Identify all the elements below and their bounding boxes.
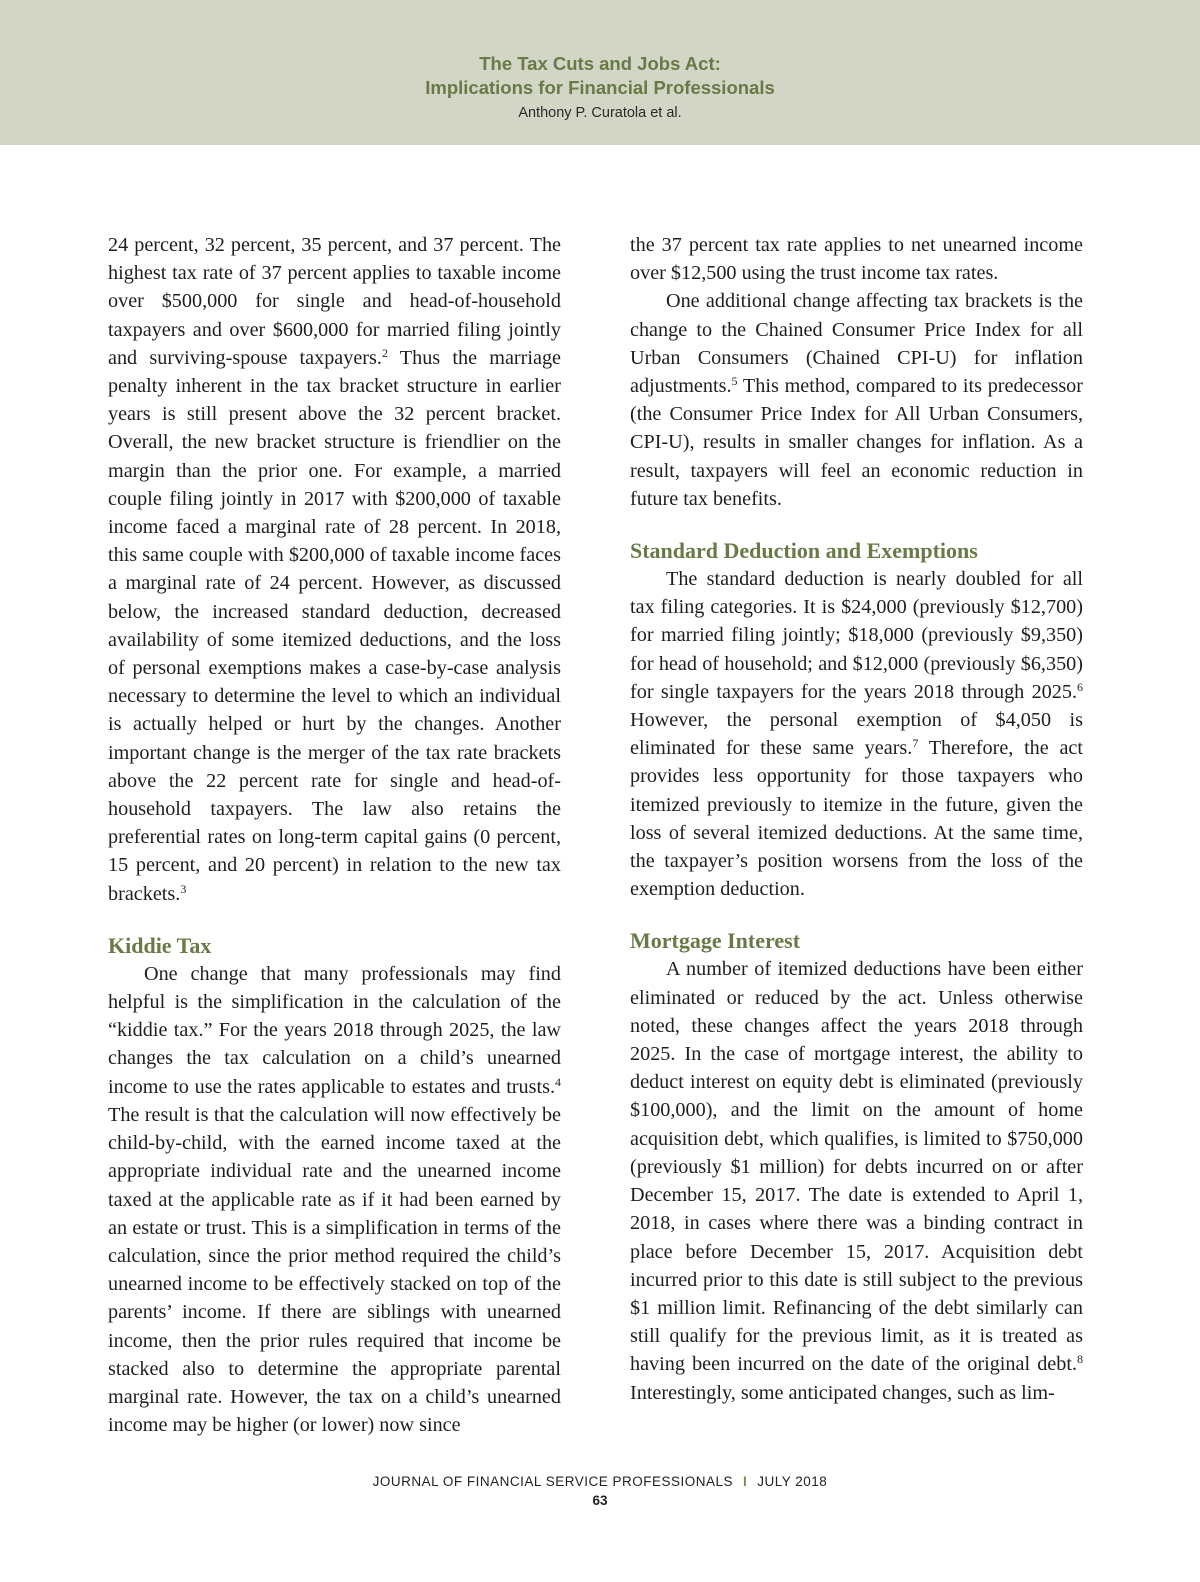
journal-name: JOURNAL OF FINANCIAL SERVICE PROFESSIONALS xyxy=(372,1474,733,1489)
page-footer xyxy=(0,1474,1200,1508)
article-author: Anthony P. Curatola et al. xyxy=(518,105,682,121)
article-title-line-2: Implications for Financial Professionals xyxy=(425,77,775,98)
footnote-ref[interactable]: 3 xyxy=(180,881,187,896)
paragraph-trust-rate: the 37 percent tax rate applies to net unearned income over $12,500 using the trust income tax rates. xyxy=(630,234,1083,285)
section-heading-mortgage-interest: Mortgage Interest xyxy=(630,928,801,954)
paragraph-mortgage-interest: A number of itemized deductions have been either eliminated or reduced by the act. Unless otherwise noted, these changes affect the years 2018 through 2025. In the case of mortgage interest, the ability to deduct interest on equity debt is eliminated (previously $100,000), and the limit on the amount of home acquisition debt, which qualifies, is limited to $750,000 (previously $1 million) for debts incurred on or after December 15, 2017. The date is extended to April 1, 2018, in cases where there was a binding contract in place before December 15, 2017. Acquisition debt incurred prior to this date is still subject to the previous $1 million limit. Refinancing of the debt similarly can still qualify for the previous limit, as it is treated as having been incurred on the date of the original debt.$^8$ Interestingly, some anticipated changes, such as lim- xyxy=(630,958,1083,1404)
section-heading-kiddie-tax: Kiddie Tax xyxy=(108,932,212,958)
footnote-ref[interactable]: 7 xyxy=(912,736,919,751)
paragraph-standard-deduction: The standard deduction is nearly doubled for all tax filing categories. It is $24,000 (previously $12,700) for married filing jointly; $18,000 (previously $9,350) for head of household; and $12,000 (previously $6,350) for single taxpayers for the years 2018 through 2025.$^6$ However, the personal exemption of $4,050 is eliminated for these same years.$^7$ Therefore, the act provides less opportunity for those taxpayers who itemized previously to itemize in the future, given the loss of several itemized deductions. At the same time, the taxpayer’s position worsens from the loss of the exemption deduction. xyxy=(630,568,1083,901)
issue-date: JULY 2018 xyxy=(757,1474,828,1489)
left-column xyxy=(108,231,561,1439)
footnote-ref[interactable]: 5 xyxy=(731,374,738,389)
running-header xyxy=(0,0,1200,145)
paragraph-kiddie-tax: One change that many professionals may find helpful is the simplification in the calculation of the “kiddie tax.” For the years 2018 through 2025, the law changes the tax calculation on a child’s unearned income to use the rates applicable to estates and trusts.$^4$ The result is that the calculation will now effectively be child-by-child, with the earned income taxed at the appropriate individual rate and the unearned income taxed at the applicable rate as if it had been earned by an estate or trust. This is a simplification in terms of the calculation, since the prior method required the child’s unearned income to be effectively stacked on top of the parents’ income. If there are siblings with unearned income, then the prior rules required that income be stacked also to determine the appropriate parental marginal rate. However, the tax on a child’s unearned income may be higher (or lower) now since xyxy=(108,962,561,1437)
footnote-ref[interactable]: 6 xyxy=(1077,679,1083,694)
right-column xyxy=(630,231,1083,1407)
footer-separator: I xyxy=(743,1474,748,1489)
footnote-ref[interactable]: 8 xyxy=(1077,1352,1083,1367)
paragraph-chained-cpi: One additional change affecting tax brackets is the change to the Chained Consumer Price Index for all Urban Consumers (Chained CPI-U) for inflation adjustments.$^5$ This method, compared to its predecessor (the Consumer Price Index for All Urban Consumers, CPI-U), results in smaller changes for inflation. As a result, taxpayers will feel an economic reduction in future tax benefits. xyxy=(630,290,1083,510)
section-heading-standard-deduction: Standard Deduction and Exemptions xyxy=(630,538,978,564)
page-number: 63 xyxy=(592,1493,608,1508)
footnote-ref[interactable]: 4 xyxy=(555,1074,561,1089)
footnote-ref[interactable]: 2 xyxy=(381,345,388,360)
paragraph-tax-brackets: 24 percent, 32 percent, 35 percent, and 37 percent. The highest tax rate of 37 percent applies to taxable income over $500,000 for single and head-of-household taxpayers and over $600,000 for married filing jointly and surviving-spouse taxpayers.$^2$ Thus the marriage penalty inherent in the tax bracket structure in earlier years is still present above the 32 percent bracket. Overall, the new bracket structure is friendlier on the margin than the prior one. For example, a married couple filing jointly in 2017 with $200,000 of taxable income faced a marginal rate of 28 percent. In 2018, this same couple with $200,000 of taxable income faces a marginal rate of 24 percent. However, as discussed below, the increased standard deduction, decreased availability of some itemized deductions, and the loss of personal exemptions makes a case-by-case analysis necessary to determine the level to which an individual is actually helped or hurt by the changes. Another important change is the merger of the tax rate brackets above the 22 percent rate for single and head-of-household taxpayers. The law also retains the preferential rates on long-term capital gains (0 percent, 15 percent, and 20 percent) in relation to the new tax brackets.$^3$ xyxy=(108,234,561,905)
article-title-line-1: The Tax Cuts and Jobs Act: xyxy=(479,53,721,74)
